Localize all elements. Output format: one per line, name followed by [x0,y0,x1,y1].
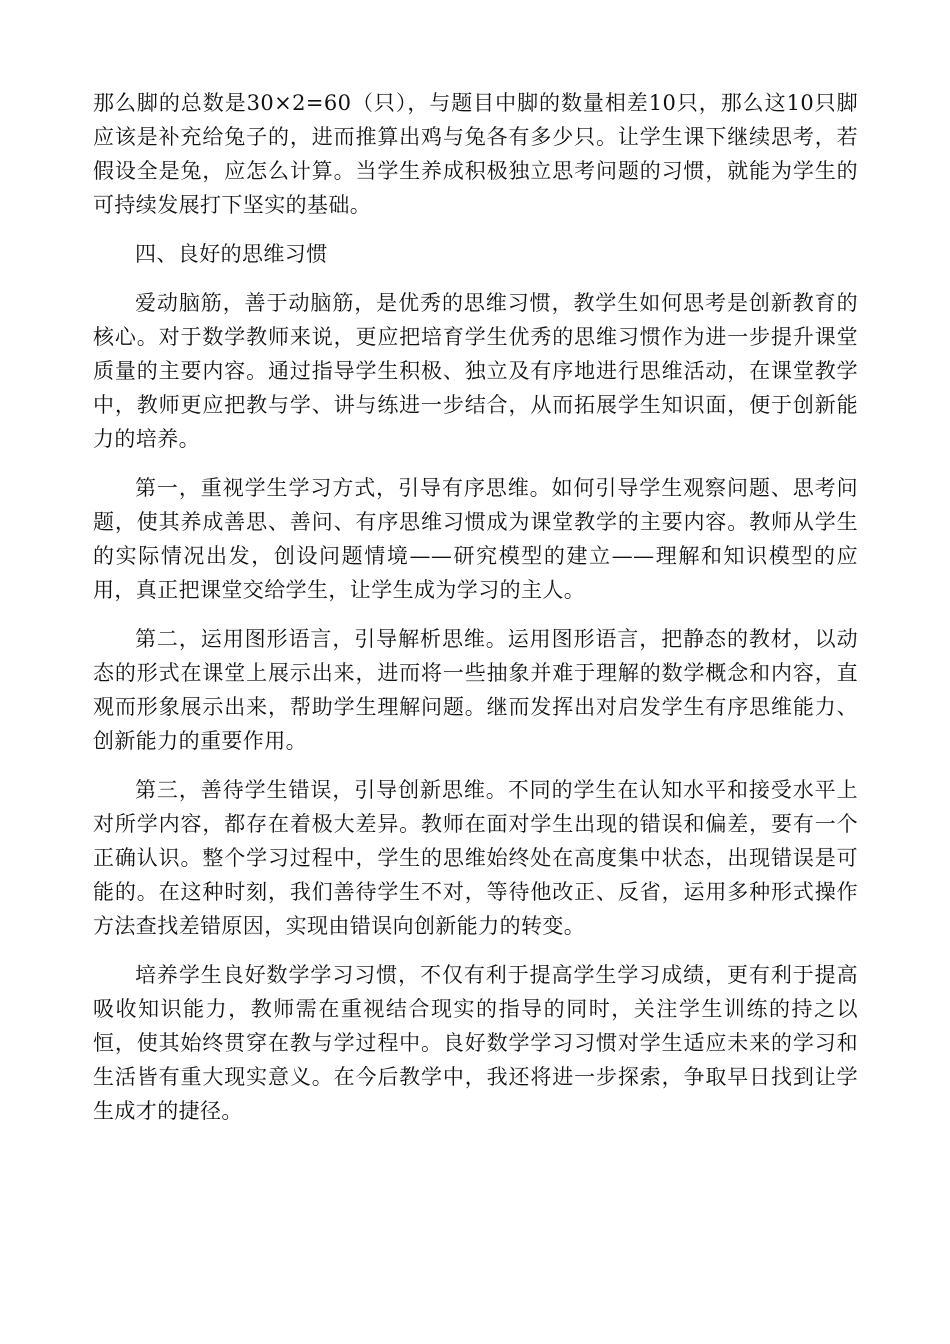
paragraph-conclusion: 培养学生良好数学学习习惯，不仅有利于提高学生学习成绩，更有利于提高吸收知识能力，教师需在重视结合现实的指导的同时，关注学生训练的持之以恒，使其始终贯穿在教与学过程中。良好数学学习习惯对学生适应未来的学习和生活皆有重大现实意义。在今后教学中，我还将进一步探索，争取早日找到让学生成才的捷径。 [93,963,858,1123]
paragraph-continuation: 那么脚的总数是30×2=60（只），与题目中脚的数量相差10只，那么这10只脚应该是补充给兔子的，进而推算出鸡与兔各有多少只。让学生课下继续思考，若假设全是兔，应怎么计算。当学生养成积极独立思考问题的习惯，就能为学生的可持续发展打下坚实的基础。 [93,91,858,217]
document-body [93,86,858,1143]
paragraph-thinking-habit: 爱动脑筋，善于动脑筋，是优秀的思维习惯，教学生如何思考是创新教育的核心。对于数学教师来说，更应把培育学生优秀的思维习惯作为进一步提升课堂质量的主要内容。通过指导学生积极、独立及有序地进行思维活动，在课堂教学中，教师更应把教与学、讲与练进一步结合，从而拓展学生知识面，便于创新能力的培养。 [93,291,858,451]
paragraph-point-three: 第三，善待学生错误，引导创新思维。不同的学生在认知水平和接受水平上对所学内容，都存在着极大差异。教师在面对学生出现的错误和偏差，要有一个正确认识。整个学习过程中，学生的思维始终处在高度集中状态，出现错误是可能的。在这种时刻，我们善待学生不对，等待他改正、反省，运用多种形式操作方法查找差错原因，实现由错误向创新能力的转变。 [93,778,858,938]
paragraph-point-two: 第二，运用图形语言，引导解析思维。运用图形语言，把静态的教材，以动态的形式在课堂上展示出来，进而将一些抽象并难于理解的数学概念和内容，直观而形象展示出来，帮助学生理解问题。继而发挥出对启发学生有序思维能力、创新能力的重要作用。 [93,627,858,753]
paragraph-point-one: 第一，重视学生学习方式，引导有序思维。如何引导学生观察问题、思考问题，使其养成善思、善问、有序思维习惯成为课堂教学的主要内容。教师从学生的实际情况出发，创设问题情境——研究模型的建立——理解和知识模型的应用，真正把课堂交给学生，让学生成为学习的主人。 [93,476,858,602]
section-heading: 四、良好的思维习惯 [135,242,328,266]
